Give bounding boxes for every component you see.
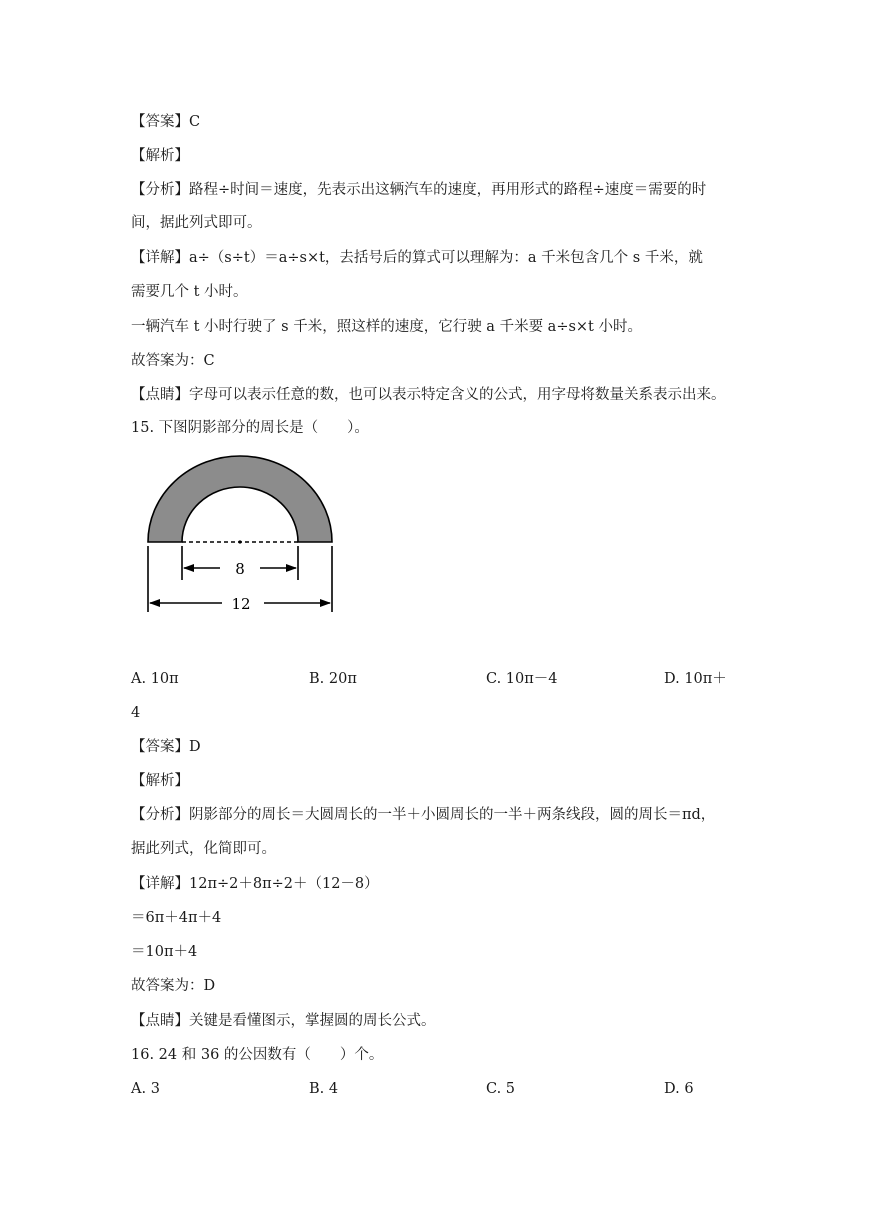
inner-dimension-label: 8: [235, 560, 245, 578]
answer-15: 【答案】D: [131, 739, 201, 755]
q15-option-d[interactable]: D. 10π＋: [664, 671, 727, 687]
analysis-14-line1: 【分析】路程÷时间＝速度，先表示出这辆汽车的速度，再用形式的路程÷速度＝需要的时: [131, 182, 707, 198]
semicircle-ring-figure: [140, 448, 340, 618]
q15-option-b[interactable]: B. 20π: [309, 671, 357, 687]
q15-option-a[interactable]: A. 10π: [131, 671, 179, 687]
note-14: 【点睛】字母可以表示任意的数，也可以表示特定含义的公式，用字母将数量关系表示出来。: [131, 387, 726, 403]
question-16: 16. 24 和 36 的公因数有（ ）个。: [131, 1047, 384, 1063]
conclusion-15: 故答案为：D: [131, 978, 216, 994]
conclusion-14: 故答案为：C: [131, 353, 215, 369]
answer-14: 【答案】C: [131, 114, 201, 130]
q16-option-d[interactable]: D. 6: [664, 1081, 694, 1097]
detail-15-line2: ＝6π＋4π＋4: [131, 910, 222, 926]
note-15: 【点睛】关键是看懂图示，掌握圆的周长公式。: [131, 1013, 436, 1029]
analysis-14-line2: 间，据此列式即可。: [131, 215, 262, 231]
question-15: 15. 下图阴影部分的周长是（ ）。: [131, 420, 369, 436]
detail-14-line3: 一辆汽车 t 小时行驶了 s 千米，照这样的速度，它行驶 a 千米要 a÷s×t 小时。: [131, 319, 642, 335]
analysis-15-line1: 【分析】阴影部分的周长＝大圆周长的一半＋小圆周长的一半＋两条线段，圆的周长＝πd，: [131, 807, 716, 823]
q16-option-c[interactable]: C. 5: [486, 1081, 516, 1097]
outer-dimension-label: 12: [231, 595, 251, 613]
detail-15-line1: 【详解】12π÷2＋8π÷2＋（12－8）: [131, 876, 379, 892]
q16-option-a[interactable]: A. 3: [131, 1081, 160, 1097]
shaded-half-ring: [148, 456, 332, 542]
detail-14-line2: 需要几个 t 小时。: [131, 284, 248, 300]
detail-15-line3: ＝10π＋4: [131, 944, 198, 960]
analysis-heading-15: 【解析】: [131, 773, 189, 789]
q15-option-c[interactable]: C. 10π－4: [486, 671, 558, 687]
analysis-heading-14: 【解析】: [131, 148, 189, 164]
detail-14-line1: 【详解】a÷（s÷t）＝a÷s×t，去括号后的算式可以理解为：a 千米包含几个 s 千米，就: [131, 250, 703, 266]
q15-option-d-wrap: 4: [131, 705, 141, 721]
analysis-15-line2: 据此列式，化简即可。: [131, 841, 276, 857]
q16-option-b[interactable]: B. 4: [309, 1081, 339, 1097]
center-dot: [238, 540, 241, 543]
